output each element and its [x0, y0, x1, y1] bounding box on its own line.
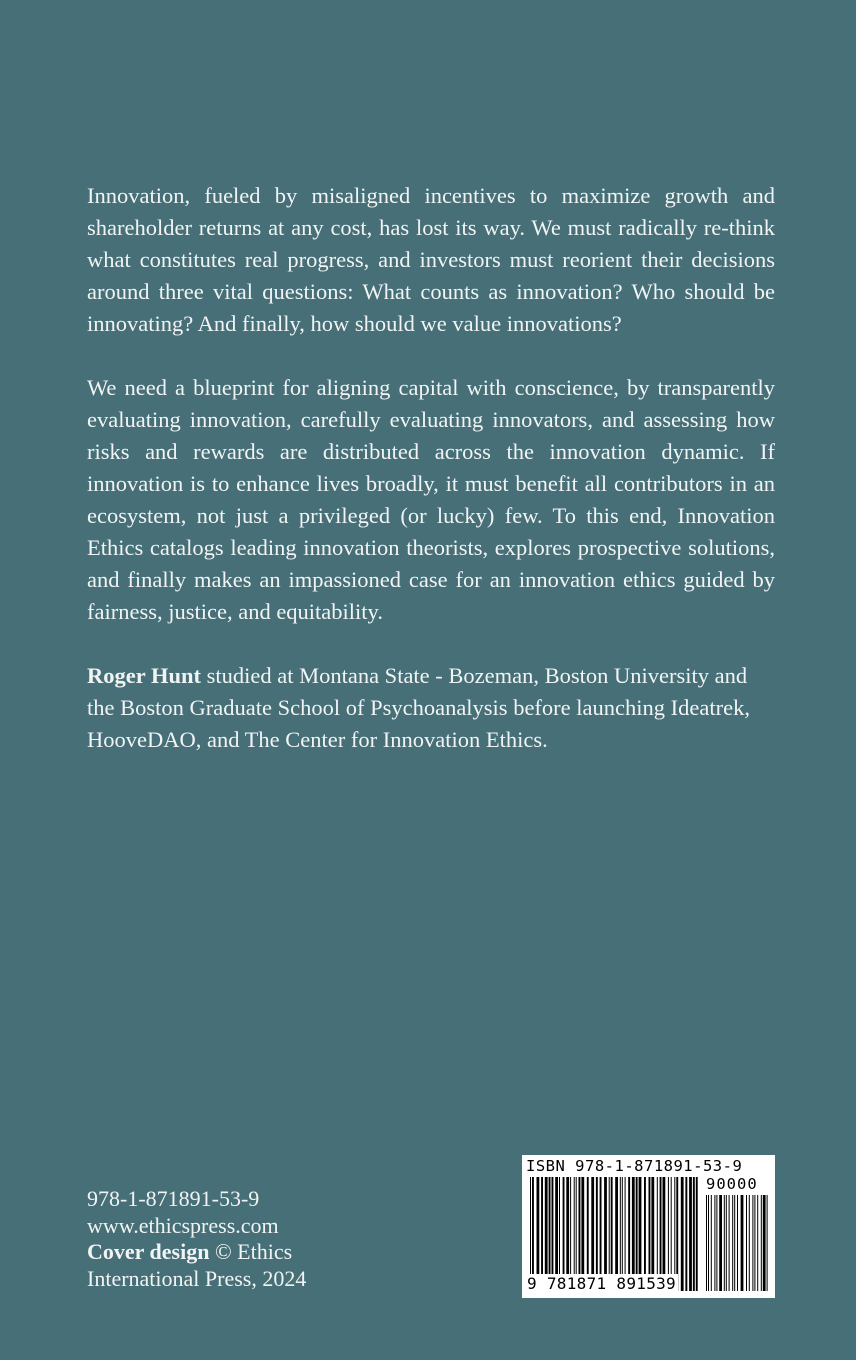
barcode-bar	[714, 1195, 715, 1291]
barcode-bar	[693, 1177, 695, 1291]
cover-design-label: Cover design	[87, 1239, 210, 1264]
barcode-bar	[685, 1177, 687, 1291]
barcode-bar	[732, 1195, 733, 1291]
cover-credit-line	[87, 1239, 306, 1266]
barcode-bar	[741, 1195, 744, 1291]
publisher-line: International Press, 2024	[87, 1265, 307, 1291]
imprint-isbn: 978-1-871891-53-9	[87, 1186, 260, 1211]
cover-credit: © Ethics	[209, 1239, 293, 1264]
author-bio	[87, 660, 775, 756]
barcode-isbn-label: ISBN 978-1-871891-53-9	[526, 1157, 743, 1175]
barcode-bar	[711, 1195, 712, 1291]
barcode-bar	[761, 1195, 762, 1291]
author-name: Roger Hunt	[87, 663, 201, 688]
publisher-website[interactable]: www.ethicspress.com	[87, 1212, 279, 1238]
barcode-bar	[757, 1195, 758, 1291]
barcode-ean-digits: 9 781871 891539	[527, 1274, 676, 1293]
barcode-bar	[737, 1195, 738, 1291]
barcode-bar	[767, 1195, 768, 1291]
imprint-block	[87, 1186, 306, 1292]
barcode-addon-code: 90000	[706, 1175, 758, 1193]
description-paragraph-1: Innovation, fueled by misaligned incentives to maximize growth and shareholder returns at any cost, has lost its way. We must radically re-think what constitutes real progress, and investors must reorient their decisions around three vital questions: What counts as innovation? Who should be innovating? And finally, how should we value innovations?	[87, 183, 775, 336]
author-bio-text: studied at Montana State - Bozeman, Boston University and the Boston Graduate School of Psychoanalysis before launching Ideatrek, HooveDAO, and The Center for Innovation Ethics.	[87, 663, 750, 752]
barcode-bar	[706, 1195, 707, 1291]
barcode-bar	[696, 1177, 698, 1291]
barcode-bar	[749, 1195, 750, 1291]
barcode-bar	[763, 1195, 766, 1291]
barcode-bar	[708, 1195, 709, 1291]
barcode-bar	[726, 1195, 727, 1291]
barcode-bar	[716, 1195, 717, 1291]
barcode-bar	[752, 1195, 753, 1291]
addon-barcode-bars	[706, 1195, 768, 1291]
barcode-bar	[734, 1195, 735, 1291]
barcode-bar	[729, 1195, 730, 1291]
barcode-bar	[681, 1177, 684, 1291]
barcode-bar	[719, 1195, 722, 1291]
barcode-bar	[754, 1195, 755, 1291]
description-paragraph-2: We need a blueprint for aligning capital with conscience, by transparently evaluating innovation, carefully evaluating innovators, and assessing how risks and rewards are distributed across the innovation dynamic. If innovation is to enhance lives broadly, it must benefit all contributors in an ecosystem, not just a privileged (or lucky) few. To this end, Innovation Ethics catalogs leading innovation theorists, explores prospective solutions, and finally makes an impassioned case for an innovation ethics guided by fairness, justice, and equitability.	[87, 375, 775, 624]
barcode-bar	[746, 1195, 747, 1291]
barcode-bar	[724, 1195, 725, 1291]
isbn-barcode	[522, 1155, 775, 1298]
barcode-bar	[689, 1177, 692, 1291]
